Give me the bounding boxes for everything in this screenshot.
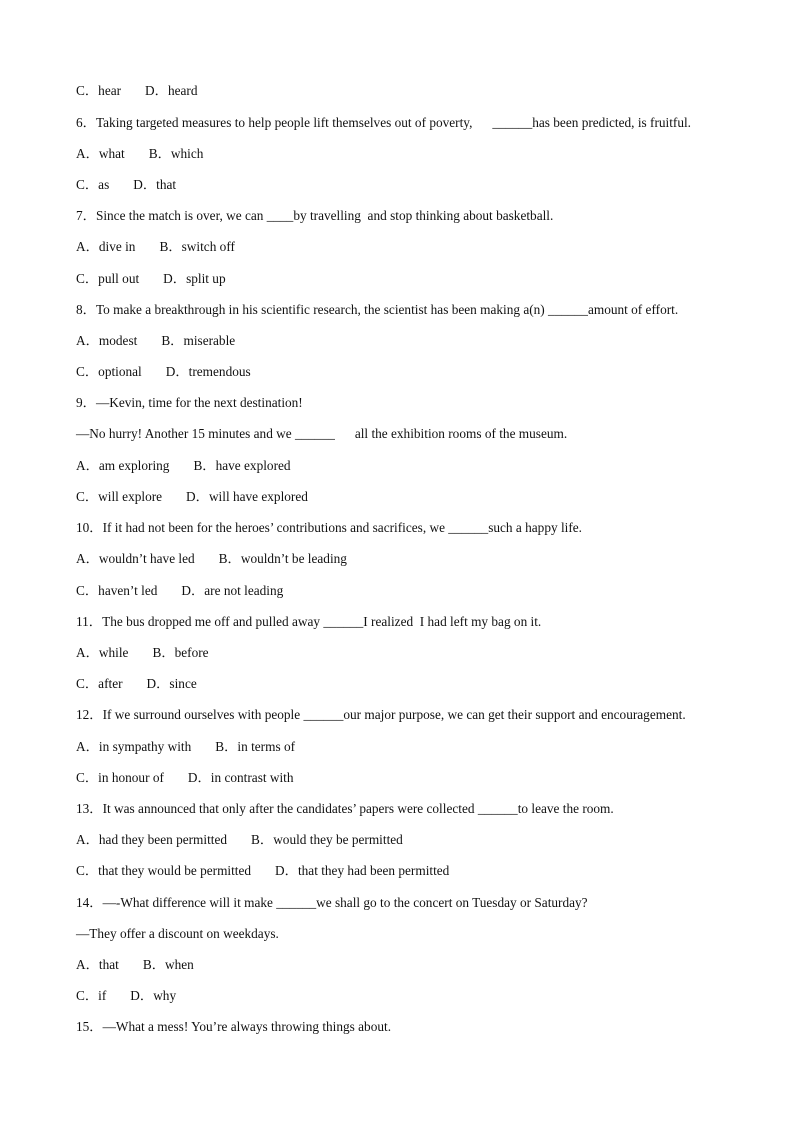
question-line: 9．—Kevin, time for the next destination! (76, 395, 303, 410)
answer-option: C．hear (76, 83, 122, 98)
question-line: 14．—-What difference will it make ______we shall go to the concert on Tuesday or Saturday? (76, 895, 588, 910)
options-line (76, 82, 197, 100)
answer-option: D．since (146, 676, 197, 691)
answer-option: D．tremendous (165, 364, 251, 379)
options-line (76, 363, 251, 381)
options-line (76, 238, 235, 256)
answer-option: C．will explore (76, 489, 163, 504)
options-line (76, 987, 176, 1005)
options-line (76, 738, 295, 756)
question-line: 10．If it had not been for the heroes’ contributions and sacrifices, we ______such a happy life. (76, 520, 582, 535)
answer-option: C．optional (76, 364, 142, 379)
answer-option: C．in honour of (76, 770, 164, 785)
answer-option: D．in contrast with (187, 770, 294, 785)
options-line (76, 956, 194, 974)
answer-option: A．modest (76, 333, 138, 348)
question-line: 12．If we surround ourselves with people ______our major purpose, we can get their support and encouragement. (76, 707, 686, 722)
question-line: —No hurry! Another 15 minutes and we ______ all the exhibition rooms of the museum. (76, 426, 568, 441)
answer-option: B．wouldn’t be leading (218, 551, 347, 566)
options-line (76, 270, 226, 288)
answer-option: B．miserable (161, 333, 236, 348)
answer-option: C．haven’t led (76, 583, 158, 598)
options-line (76, 831, 403, 849)
answer-option: B．switch off (159, 239, 235, 254)
question-line: 8．To make a breakthrough in his scientific research, the scientist has been making a(n) ______amount of effort. (76, 302, 679, 317)
question-line: 6．Taking targeted measures to help people lift themselves out of poverty, ______has been predicted, is fruitful. (76, 115, 691, 130)
answer-option: B．before (152, 645, 209, 660)
answer-option: D．will have explored (186, 489, 308, 504)
question-line: 13．It was announced that only after the candidates’ papers were collected ______to leave the room. (76, 801, 614, 816)
options-line (76, 769, 294, 787)
options-line (76, 644, 209, 662)
answer-option: D．are not leading (181, 583, 284, 598)
answer-option: A．am exploring (76, 458, 170, 473)
answer-option: C．if (76, 988, 107, 1003)
options-line (76, 862, 449, 880)
answer-option: A．while (76, 645, 129, 660)
answer-option: B．have explored (193, 458, 291, 473)
question-line: 7．Since the match is over, we can ____by travelling and stop thinking about basketball. (76, 208, 554, 223)
answer-option: A．what (76, 146, 125, 161)
answer-option: B．in terms of (215, 739, 296, 754)
answer-option: C．that they would be permitted (76, 863, 252, 878)
answer-option: B．would they be permitted (251, 832, 403, 847)
options-line (76, 550, 347, 568)
answer-option: A．in sympathy with (76, 739, 192, 754)
question-line: 15．—What a mess! You’re always throwing things about. (76, 1019, 392, 1034)
answer-option: C．as (76, 177, 110, 192)
answer-option: D．that they had been permitted (275, 863, 450, 878)
options-line (76, 176, 176, 194)
options-line (76, 145, 203, 163)
question-line: —They offer a discount on weekdays. (76, 926, 279, 941)
answer-option: A．that (76, 957, 119, 972)
answer-option: A．wouldn’t have led (76, 551, 195, 566)
options-line (76, 488, 308, 506)
answer-option: C．pull out (76, 271, 140, 286)
answer-option: D．heard (145, 83, 198, 98)
answer-option: A．had they been permitted (76, 832, 228, 847)
answer-option: A．dive in (76, 239, 136, 254)
question-line: 11．The bus dropped me off and pulled away ______I realized I had left my bag on it. (76, 614, 542, 629)
options-line (76, 457, 291, 475)
answer-option: B．which (148, 146, 204, 161)
answer-option: D．that (133, 177, 177, 192)
answer-option: C．after (76, 676, 123, 691)
options-line (76, 675, 197, 693)
options-line (76, 582, 283, 600)
answer-option: D．split up (163, 271, 226, 286)
answer-option: D．why (130, 988, 177, 1003)
options-line (76, 332, 235, 350)
answer-option: B．when (142, 957, 194, 972)
